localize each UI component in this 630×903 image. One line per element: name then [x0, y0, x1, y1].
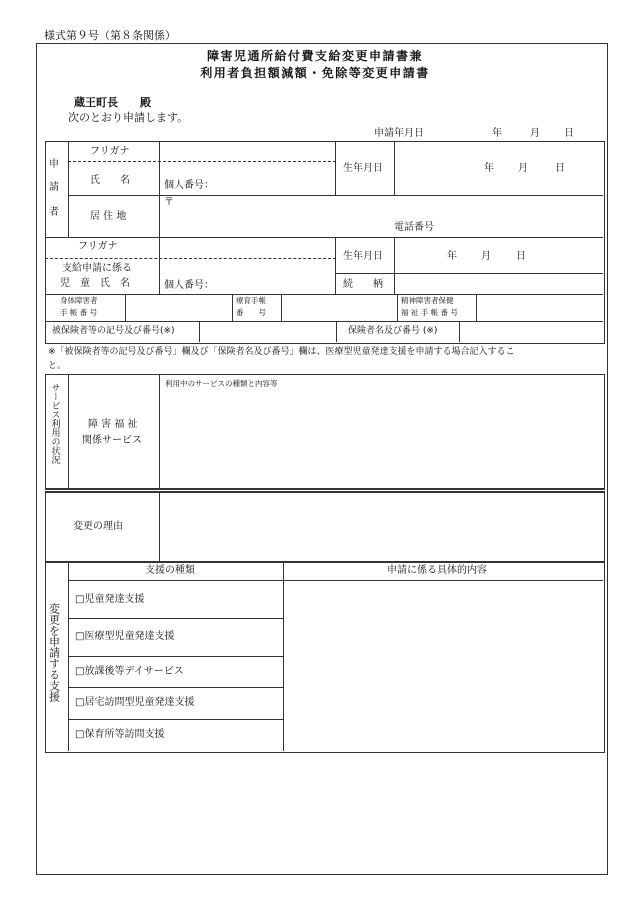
postal-mark: 〒 — [164, 197, 174, 208]
application-month-label: 月 — [530, 128, 540, 139]
child-birth-month: 月 — [481, 251, 491, 262]
note-line1: ※「被保険者等の記号及び番号」欄及び「保険者名及び番号」欄は、医療型児童発達支援を申請する場合記入するこ — [48, 347, 515, 357]
support-change-table — [45, 561, 605, 753]
applicant-birth-day: 日 — [555, 163, 565, 174]
rehab-cert-label-line2: 番 号 — [236, 308, 266, 317]
support-item-home-visit-child-development[interactable]: □居宅訪問型児童発達支援 — [75, 697, 195, 708]
physical-cert-label-line2: 手 帳 番 号 — [60, 308, 98, 317]
welfare-service-label-line2: 関係サービス — [82, 435, 142, 446]
child-name-label-line1: 支給申請に係る — [62, 263, 132, 274]
insurer-label: 保険者名及び番号 (※) — [348, 326, 438, 336]
insured-number-label: 被保険者等の記号及び番号(※) — [52, 326, 175, 336]
rehab-cert-label-line1: 療育手帳 — [236, 296, 266, 305]
welfare-service-label-line1: 障 害 福 祉 — [88, 419, 138, 430]
child-birth-year: 年 — [447, 251, 457, 262]
support-change-section-label: 変更を申請する支援 — [47, 603, 61, 702]
child-birth-date-label: 生年月日 — [343, 251, 383, 262]
applicant-birth-month: 月 — [518, 163, 528, 174]
support-item-nursery-visit-support[interactable]: □保育所等訪問支援 — [75, 729, 165, 740]
mental-cert-label-line2: 福 祉 手 帳 番 号 — [401, 308, 458, 317]
support-item-medical-child-development[interactable]: □医療型児童発達支援 — [75, 631, 175, 642]
addressee: 蔵王町長 殿 — [74, 96, 151, 109]
support-item-child-development[interactable]: □児童発達支援 — [75, 594, 145, 605]
applicant-label-3: 者 — [49, 207, 59, 218]
note-line2: と。 — [48, 361, 67, 371]
form-number: 様式第９号（第８条関係） — [44, 29, 176, 42]
form-title-line2: 利用者負担額減額・免除等変更申請書 — [200, 66, 430, 80]
child-birth-day: 日 — [516, 251, 526, 262]
child-name-label-line2: 児 童 氏 名 — [60, 278, 130, 289]
child-personal-number-label: 個人番号： — [164, 280, 214, 291]
applicant-label-2: 請 — [49, 182, 59, 193]
applicant-furigana-label: フリガナ — [90, 146, 130, 157]
change-reason-box — [45, 491, 605, 563]
intro-text: 次のとおり申請します。 — [68, 111, 189, 124]
support-type-header: 支援の種類 — [145, 565, 195, 576]
applicant-name-label: 氏 名 — [90, 175, 130, 186]
application-date-label: 申請年月日 — [374, 128, 424, 139]
physical-cert-label-line1: 身体障害者 — [60, 296, 98, 305]
service-usage-section-label: サービス利用の状況 — [49, 383, 60, 464]
change-reason-label: 変更の理由 — [73, 521, 123, 532]
applicant-address-label: 居 住 地 — [90, 211, 127, 222]
application-year-label: 年 — [492, 128, 502, 139]
service-usage-box — [45, 374, 605, 490]
child-furigana-label: フリガナ — [78, 241, 118, 252]
service-usage-caption: 利用中のサービスの種類と内容等 — [165, 379, 278, 388]
support-detail-header: 申請に係る具体的内容 — [387, 565, 487, 576]
applicant-birth-date-label: 生年月日 — [343, 163, 383, 174]
applicant-personal-number-label: 個人番号： — [164, 180, 214, 191]
applicant-phone-label: 電話番号 — [394, 222, 434, 233]
applicant-label-1: 申 — [49, 159, 59, 170]
child-relationship-label: 続 柄 — [343, 279, 383, 290]
mental-cert-label-line1: 精神障害者保健 — [401, 296, 454, 305]
support-item-after-school-day-service[interactable]: □放課後等デイサービス — [75, 666, 184, 677]
applicant-birth-year: 年 — [484, 163, 494, 174]
form-title-line1: 障害児通所給付費支給変更申請書兼 — [206, 49, 423, 63]
application-day-label: 日 — [564, 128, 574, 139]
